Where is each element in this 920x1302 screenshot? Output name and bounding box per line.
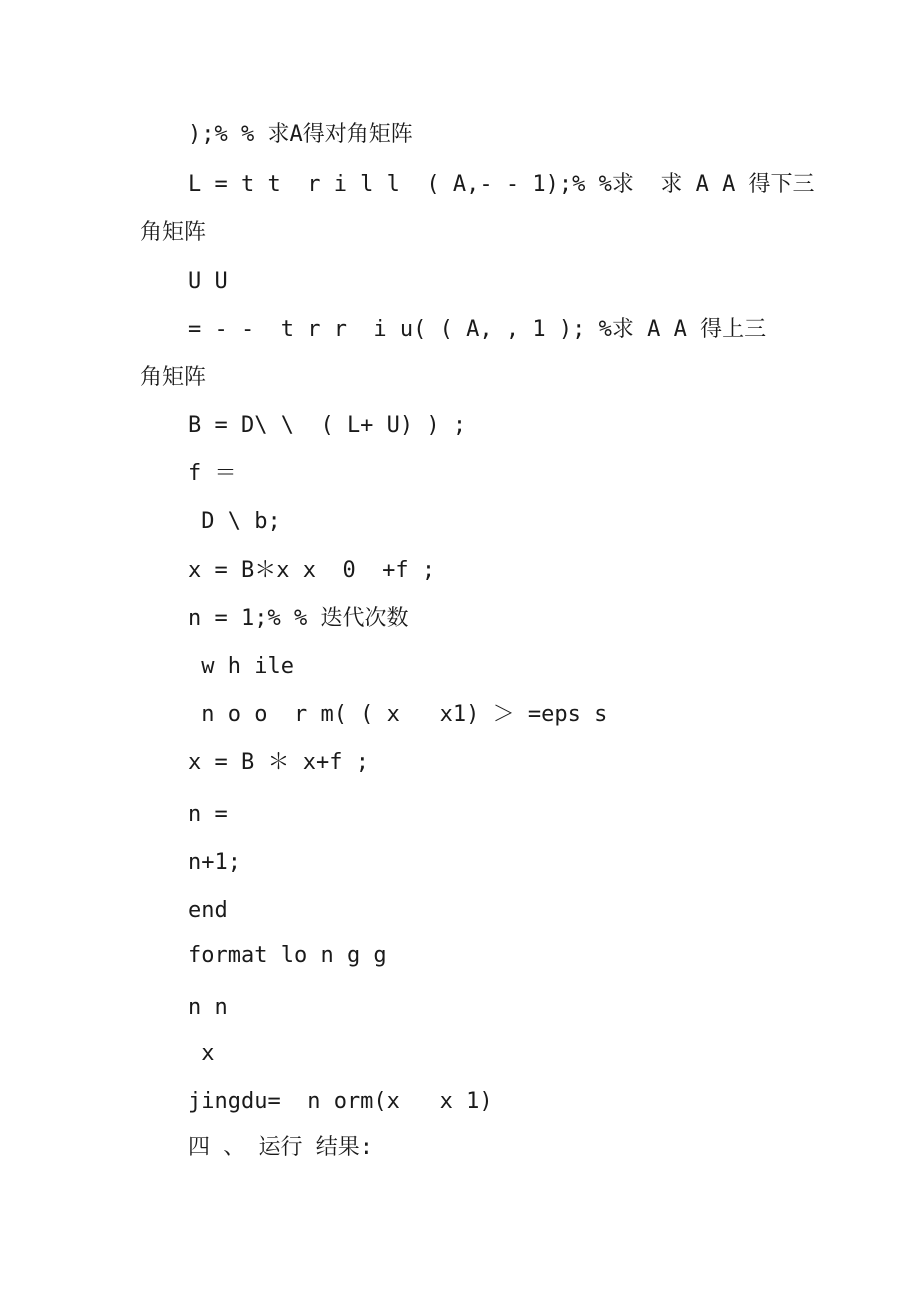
code-line-x-init: x = B＊x x 0 +f ; <box>188 558 436 583</box>
code-line-x-output: x <box>188 1041 215 1066</box>
code-line-n-output: n n <box>188 995 228 1020</box>
code-line-upper-tri-wrap: 角矩阵 <box>140 365 207 390</box>
code-line-n-increment: n+1; <box>188 850 241 875</box>
code-line-b-matrix: B = D\ \ ( L+ U) ) ; <box>188 413 467 438</box>
code-line-format: format lo n g g <box>188 943 387 968</box>
section-heading-results: 四 、 运行 结果: <box>188 1135 373 1160</box>
code-line-f-assign: f ＝ <box>188 461 237 486</box>
code-line-norm-condition: n o o r m( ( x x1) ＞ =eps s <box>188 702 608 727</box>
code-line-end: end <box>188 898 228 923</box>
code-line-diag-comment: );% % 求A得对角矩阵 <box>188 122 413 147</box>
code-line-lower-tri-wrap: 角矩阵 <box>140 220 207 245</box>
code-line-n-assign: n = <box>188 802 228 827</box>
code-line-iter-count: n = 1;% % 迭代次数 <box>188 606 409 631</box>
code-line-lower-tri: L = t t r i l l ( A,- - 1);% %求 求 A A 得下三 <box>188 172 815 197</box>
code-line-f-value: D \ b; <box>188 509 281 534</box>
code-line-while: w h ile <box>188 654 294 679</box>
code-line-precision: jingdu= n orm(x x 1) <box>188 1089 493 1114</box>
code-line-upper-tri: = - - t r r i u( ( A, , 1 ); %求 A A 得上三 <box>188 317 767 342</box>
code-line-x-update: x = B ＊ x+f ; <box>188 750 369 775</box>
code-line-u-var: U U <box>188 269 228 294</box>
